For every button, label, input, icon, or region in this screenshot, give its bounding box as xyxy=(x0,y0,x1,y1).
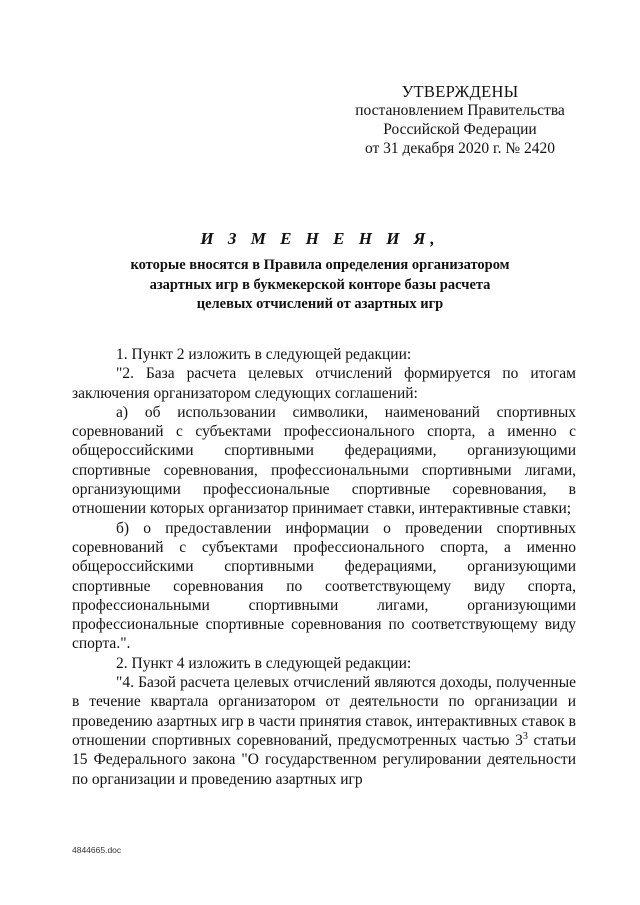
approval-line: постановлением Правительства xyxy=(355,102,565,119)
approval-date: от 31 декабря 2020 г. № 2420 xyxy=(364,140,556,157)
paragraph xyxy=(72,673,576,789)
paragraph-text: "4. Базой расчета целевых отчислений являются доходы, полученные в течение квартала организатором от деятельности по организации и проведению азартных игр в части принятия ставок, интерактивных ставок в отношении спортивных соревнований, предусмотренных частью 3 xyxy=(72,674,576,749)
document-subtitle xyxy=(60,256,580,315)
subtitle-line: азартных игр в букмекерской конторе базы расчета xyxy=(149,276,491,293)
paragraph-text: статьи 15 Федерального закона "О государственном регулировании деятельности по организации и проведению азартных игр xyxy=(72,731,577,788)
subtitle-line: целевых отчислений от азартных игр xyxy=(196,296,444,312)
paragraph: 1. Пункт 2 изложить в следующей редакции: xyxy=(116,346,412,363)
approval-block xyxy=(330,82,590,158)
superscript: 3 xyxy=(522,730,528,742)
approval-title: УТВЕРЖДЕНЫ xyxy=(401,82,519,101)
paragraph: "2. База расчета целевых отчислений формируется по итогам заключения организатором следующих соглашений: xyxy=(72,365,576,402)
subtitle-line: которые вносятся в Правила определения организатором xyxy=(130,257,510,273)
paragraph: б) о предоставлении информации о проведении спортивных соревнований с субъектами профессионального спорта, а именно общероссийскими спортивными федерациями, организующими спортивные соревнования по соответствующему виду спорта, профессиональными спортивными лигами, организующими профессиональные спортивные соревнования по соответствующему виду спорта.". xyxy=(72,519,576,653)
paragraph: 2. Пункт 4 изложить в следующей редакции: xyxy=(116,654,412,672)
approval-line: Российской Федерации xyxy=(383,121,537,138)
document-id: 4844665.doc xyxy=(72,845,122,855)
document-body xyxy=(72,345,576,789)
document-title: И З М Е Н Е Н И Я, xyxy=(200,229,440,248)
paragraph: а) об использовании символики, наименований спортивных соревнований с субъектами профессионального спорта, а именно с общероссийскими спортивными федерациями, организующими спортивные соревнования, профессиональными спортивными лигами, организующими профессиональные спортивные соревнования, в отношении которых организатор принимает ставки, интерактивные ставки; xyxy=(72,403,576,518)
